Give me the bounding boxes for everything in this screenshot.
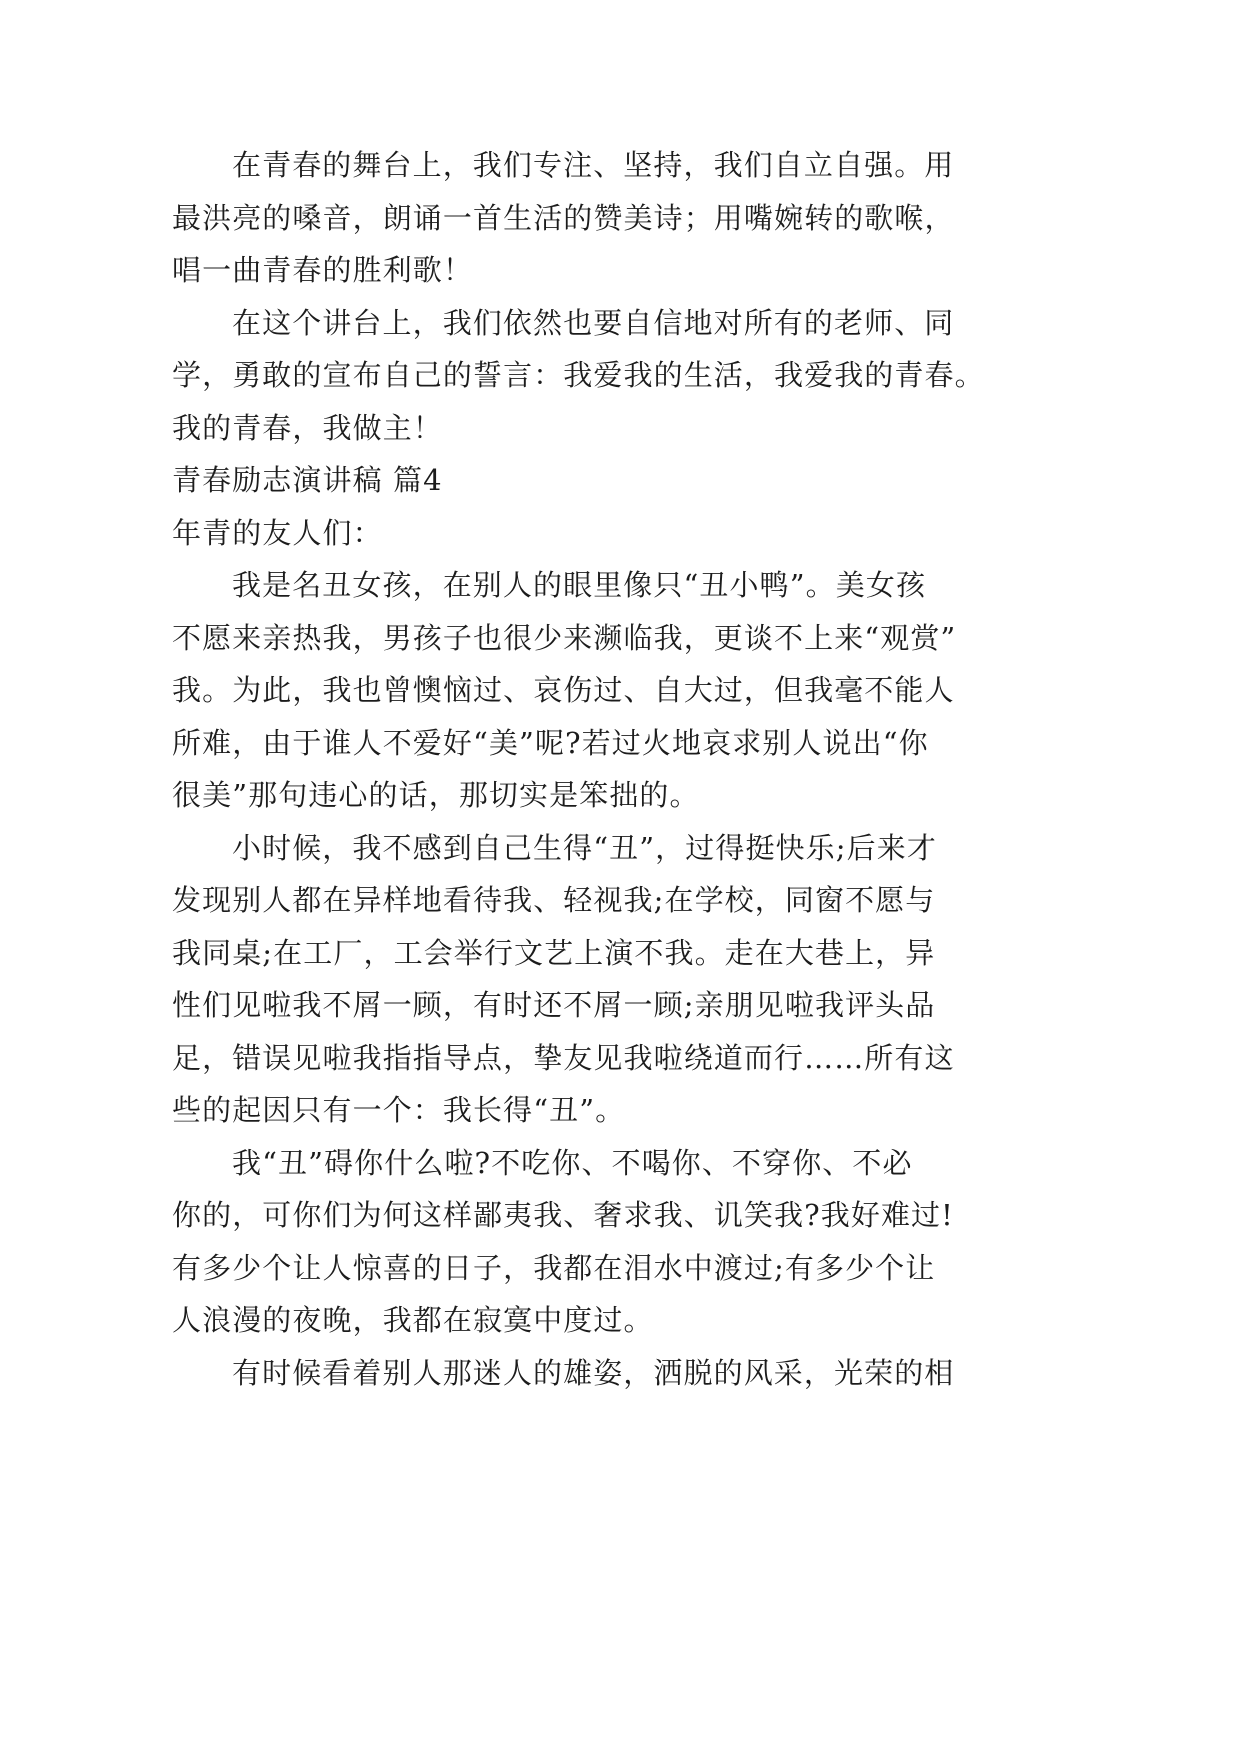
text-line: 我的青春，我做主！ — [172, 410, 443, 445]
text-line: 人浪漫的夜晚，我都在寂寞中度过。 — [172, 1303, 654, 1337]
text-line: 我是名丑女孩，在别人的眼里像只“丑小鸭”。美女孩 — [232, 568, 927, 602]
body-paragraph-3 — [172, 1137, 1072, 1347]
body-paragraph-2 — [172, 822, 1072, 1137]
text-line: 唱一曲青春的胜利歌！ — [172, 253, 474, 287]
text-line: 足，错误见啦我指指导点，挚友见我啦绕道而行……所有这 — [172, 1040, 955, 1075]
text-line: 不愿来亲热我，男孩子也很少来濒临我，更谈不上来“观赏” — [172, 620, 957, 655]
text-line: 我同桌;在工厂，工会举行文艺上演不我。走在大巷上，异 — [172, 935, 936, 970]
text-line: 很美”那句违心的话，那切实是笨拙的。 — [172, 778, 700, 812]
body-paragraph-1 — [172, 559, 1072, 822]
body-paragraph-4 — [172, 1347, 1072, 1400]
text-line: 学，勇敢的宣布自己的誓言：我爱我的生活，我爱我的青春。 — [172, 358, 985, 392]
text-line: 性们见啦我不屑一顾，有时还不屑一顾;亲朋见啦我评头品 — [172, 988, 936, 1022]
text-line: 所难，由于谁人不爱好“美”呢?若过火地哀求别人说出“你 — [172, 725, 929, 760]
greeting — [172, 507, 1072, 560]
text-line: 你的，可你们为何这样鄙夷我、奢求我、讥笑我?我好难过! — [172, 1198, 954, 1232]
greeting-text: 年青的友人们： — [172, 515, 383, 550]
text-line: 有时候看着别人那迷人的雄姿，洒脱的风采，光荣的相 — [232, 1355, 955, 1390]
text-line: 在青春的舞台上，我们专注、坚持，我们自立自强。用 — [232, 148, 955, 182]
section-title-text: 青春励志演讲稿 篇4 — [172, 463, 443, 497]
text-line: 小时候，我不感到自己生得“丑”，过得挺快乐;后来才 — [232, 830, 937, 865]
intro-paragraph-2 — [172, 297, 1072, 455]
text-line: 些的起因只有一个：我长得“丑”。 — [172, 1093, 626, 1127]
text-line: 发现别人都在异样地看待我、轻视我;在学校，同窗不愿与 — [172, 883, 936, 917]
section-title — [172, 454, 1072, 507]
text-line: 有多少个让人惊喜的日子，我都在泪水中渡过;有多少个让 — [172, 1250, 936, 1285]
text-line: 我。为此，我也曾懊恼过、哀伤过、自大过，但我毫不能人 — [172, 673, 955, 707]
text-line: 最洪亮的嗓音，朗诵一首生活的赞美诗；用嘴婉转的歌喉， — [172, 200, 955, 235]
text-line: 我“丑”碍你什么啦?不吃你、不喝你、不穿你、不必 — [232, 1145, 913, 1180]
text-line: 在这个讲台上，我们依然也要自信地对所有的老师、同 — [232, 305, 955, 340]
document-body — [172, 139, 1072, 1399]
intro-paragraph-1 — [172, 139, 1072, 297]
